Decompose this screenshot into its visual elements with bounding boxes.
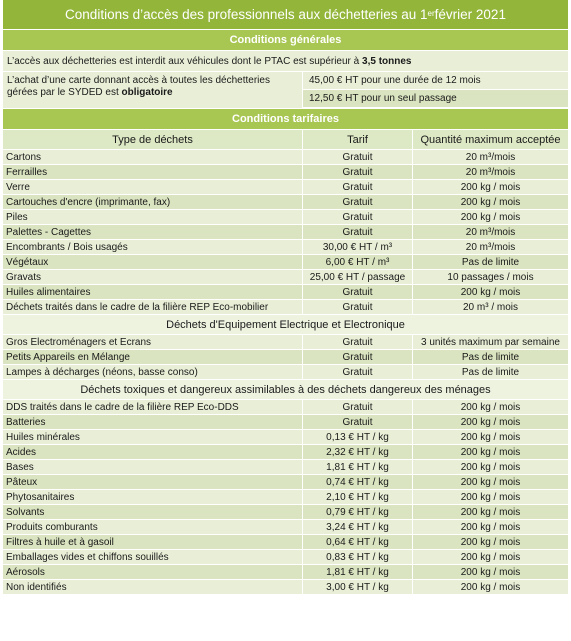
cell-type: Petits Appareils en Mélange xyxy=(3,350,303,364)
cell-tarif: Gratuit xyxy=(303,180,413,194)
card-price-single: 12,50 € HT pour un seul passage xyxy=(303,90,568,107)
cell-tarif: Gratuit xyxy=(303,285,413,299)
title-text: Conditions d’accès des professionnels aux déchetteries au 1 xyxy=(65,7,428,22)
table-row xyxy=(3,210,568,225)
table-row xyxy=(3,400,568,415)
column-header-type: Type de déchets xyxy=(3,130,303,149)
document xyxy=(3,0,568,595)
cell-type: Batteries xyxy=(3,415,303,429)
cell-type: Acides xyxy=(3,445,303,459)
table-body-deee xyxy=(3,335,568,380)
cell-tarif: 0,13 € HT / kg xyxy=(303,430,413,444)
cell-tarif: 0,83 € HT / kg xyxy=(303,550,413,564)
cell-quantite: 200 kg / mois xyxy=(460,581,521,593)
cell-type: Phytosanitaires xyxy=(3,490,303,504)
cell-quantite: 200 kg / mois xyxy=(460,491,521,503)
title-date: février 2021 xyxy=(434,7,506,22)
column-header-quantite: Quantité maximum acceptée xyxy=(420,133,561,146)
cell-quantite: 200 kg / mois xyxy=(460,416,521,428)
table-row xyxy=(3,365,568,380)
cell-quantite: 200 kg / mois xyxy=(460,506,521,518)
cell-tarif: Gratuit xyxy=(303,400,413,414)
cell-type: Emballages vides et chiffons souillés xyxy=(3,550,303,564)
cell-quantite: 200 kg / mois xyxy=(460,211,521,223)
cell-quantite: 200 kg / mois xyxy=(460,536,521,548)
cell-quantite: 10 passages / mois xyxy=(447,271,534,283)
cell-tarif: 3,00 € HT / kg xyxy=(303,580,413,594)
card-mandatory: obligatoire xyxy=(121,87,173,98)
table-row xyxy=(3,475,568,490)
page-title xyxy=(3,0,568,30)
ptac-limit: 3,5 tonnes xyxy=(362,55,412,67)
cell-quantite: 200 kg / mois xyxy=(460,196,521,208)
cell-quantite: 200 kg / mois xyxy=(460,181,521,193)
cell-type: Encombrants / Bois usagés xyxy=(3,240,303,254)
table-row xyxy=(3,415,568,430)
cell-type: Aérosols xyxy=(3,565,303,579)
cell-quantite: 200 kg / mois xyxy=(460,551,521,563)
cell-tarif: Gratuit xyxy=(303,165,413,179)
cell-type: Végétaux xyxy=(3,255,303,269)
cell-type: Lampes à décharges (néons, basse conso) xyxy=(3,365,303,379)
card-price-annual: 45,00 € HT pour une durée de 12 mois xyxy=(303,72,568,90)
cell-type: Huiles minérales xyxy=(3,430,303,444)
table-body-toxiques xyxy=(3,400,568,595)
cell-tarif: 2,10 € HT / kg xyxy=(303,490,413,504)
card-requirement xyxy=(3,72,303,108)
table-row xyxy=(3,240,568,255)
cell-quantite: 20 m³/mois xyxy=(465,226,516,238)
card-condition xyxy=(3,72,568,109)
table-row xyxy=(3,150,568,165)
cell-quantite: 20 m³/mois xyxy=(465,166,516,178)
cell-tarif: 6,00 € HT / m³ xyxy=(303,255,413,269)
table-row xyxy=(3,460,568,475)
title-superscript: er xyxy=(427,9,435,18)
cell-tarif: 0,74 € HT / kg xyxy=(303,475,413,489)
ptac-text: L’accès aux déchetteries est interdit aux véhicules dont le PTAC est supérieur à xyxy=(7,55,360,67)
cell-quantite: 200 kg / mois xyxy=(460,401,521,413)
table-row xyxy=(3,445,568,460)
cell-type: Déchets traités dans le cadre de la filière REP Eco-mobilier xyxy=(3,300,303,314)
table-body-tarifs xyxy=(3,150,568,315)
cell-type: Palettes - Cagettes xyxy=(3,225,303,239)
cell-type: Filtres à huile et à gasoil xyxy=(3,535,303,549)
table-header xyxy=(3,130,568,150)
cell-quantite: 3 unités maximum par semaine xyxy=(421,336,560,348)
cell-tarif: Gratuit xyxy=(303,335,413,349)
table-row xyxy=(3,430,568,445)
table-row xyxy=(3,165,568,180)
cell-quantite: 20 m³ / mois xyxy=(462,301,518,313)
cell-tarif: 3,24 € HT / kg xyxy=(303,520,413,534)
cell-type: Huiles alimentaires xyxy=(3,285,303,299)
cell-tarif: 30,00 € HT / m³ xyxy=(303,240,413,254)
card-prices xyxy=(303,72,568,108)
cell-quantite: 200 kg / mois xyxy=(460,431,521,443)
cell-type: Produits comburants xyxy=(3,520,303,534)
cell-quantite: 200 kg / mois xyxy=(460,286,521,298)
table-row xyxy=(3,505,568,520)
cell-type: Verre xyxy=(3,180,303,194)
cell-type: Non identifiés xyxy=(3,580,303,594)
cell-type: DDS traités dans le cadre de la filière REP Eco-DDS xyxy=(3,400,303,414)
cell-tarif: 1,81 € HT / kg xyxy=(303,460,413,474)
table-row xyxy=(3,580,568,595)
cell-tarif: 25,00 € HT / passage xyxy=(303,270,413,284)
cell-tarif: 2,32 € HT / kg xyxy=(303,445,413,459)
cell-quantite: 200 kg / mois xyxy=(460,521,521,533)
table-row xyxy=(3,300,568,315)
section-heading-deee: Déchets d'Equipement Electrique et Electronique xyxy=(3,315,568,335)
cell-quantite: Pas de limite xyxy=(461,366,520,378)
cell-type: Cartons xyxy=(3,150,303,164)
cell-quantite: 200 kg / mois xyxy=(460,446,521,458)
table-row xyxy=(3,285,568,300)
cell-tarif: Gratuit xyxy=(303,365,413,379)
section-heading-general: Conditions générales xyxy=(3,30,568,51)
cell-quantite: 20 m³/mois xyxy=(465,151,516,163)
cell-tarif: Gratuit xyxy=(303,415,413,429)
cell-type: Piles xyxy=(3,210,303,224)
cell-quantite: 200 kg / mois xyxy=(460,476,521,488)
cell-quantite: Pas de limite xyxy=(461,256,520,268)
cell-quantite: 200 kg / mois xyxy=(460,566,521,578)
table-row xyxy=(3,270,568,285)
table-row xyxy=(3,180,568,195)
cell-tarif: Gratuit xyxy=(303,195,413,209)
cell-tarif: 0,79 € HT / kg xyxy=(303,505,413,519)
cell-type: Gravats xyxy=(3,270,303,284)
table-row xyxy=(3,255,568,270)
column-header-tarif: Tarif xyxy=(303,130,413,149)
table-row xyxy=(3,520,568,535)
cell-quantite: Pas de limite xyxy=(461,351,520,363)
cell-tarif: Gratuit xyxy=(303,300,413,314)
section-heading-tarifs: Conditions tarifaires xyxy=(3,109,568,130)
cell-tarif: Gratuit xyxy=(303,210,413,224)
cell-type: Bases xyxy=(3,460,303,474)
ptac-condition xyxy=(3,51,568,72)
cell-tarif: Gratuit xyxy=(303,150,413,164)
table-row xyxy=(3,335,568,350)
cell-tarif: 1,81 € HT / kg xyxy=(303,565,413,579)
cell-type: Pâteux xyxy=(3,475,303,489)
table-row xyxy=(3,535,568,550)
cell-type: Gros Electroménagers et Ecrans xyxy=(3,335,303,349)
table-row xyxy=(3,565,568,580)
table-row xyxy=(3,490,568,505)
table-row xyxy=(3,550,568,565)
cell-tarif: 0,64 € HT / kg xyxy=(303,535,413,549)
section-heading-toxiques: Déchets toxiques et dangereux assimilables à des déchets dangereux des ménages xyxy=(3,380,568,400)
cell-quantite: 200 kg / mois xyxy=(460,461,521,473)
table-row xyxy=(3,225,568,240)
table-row xyxy=(3,195,568,210)
cell-type: Solvants xyxy=(3,505,303,519)
cell-tarif: Gratuit xyxy=(303,350,413,364)
cell-type: Ferrailles xyxy=(3,165,303,179)
card-text: L’achat d’une carte donnant accès à toutes les déchetteries gérées par le SYDED est xyxy=(7,75,270,98)
cell-tarif: Gratuit xyxy=(303,225,413,239)
cell-type: Cartouches d'encre (imprimante, fax) xyxy=(3,195,303,209)
cell-quantite: 20 m³/mois xyxy=(465,241,516,253)
table-row xyxy=(3,350,568,365)
